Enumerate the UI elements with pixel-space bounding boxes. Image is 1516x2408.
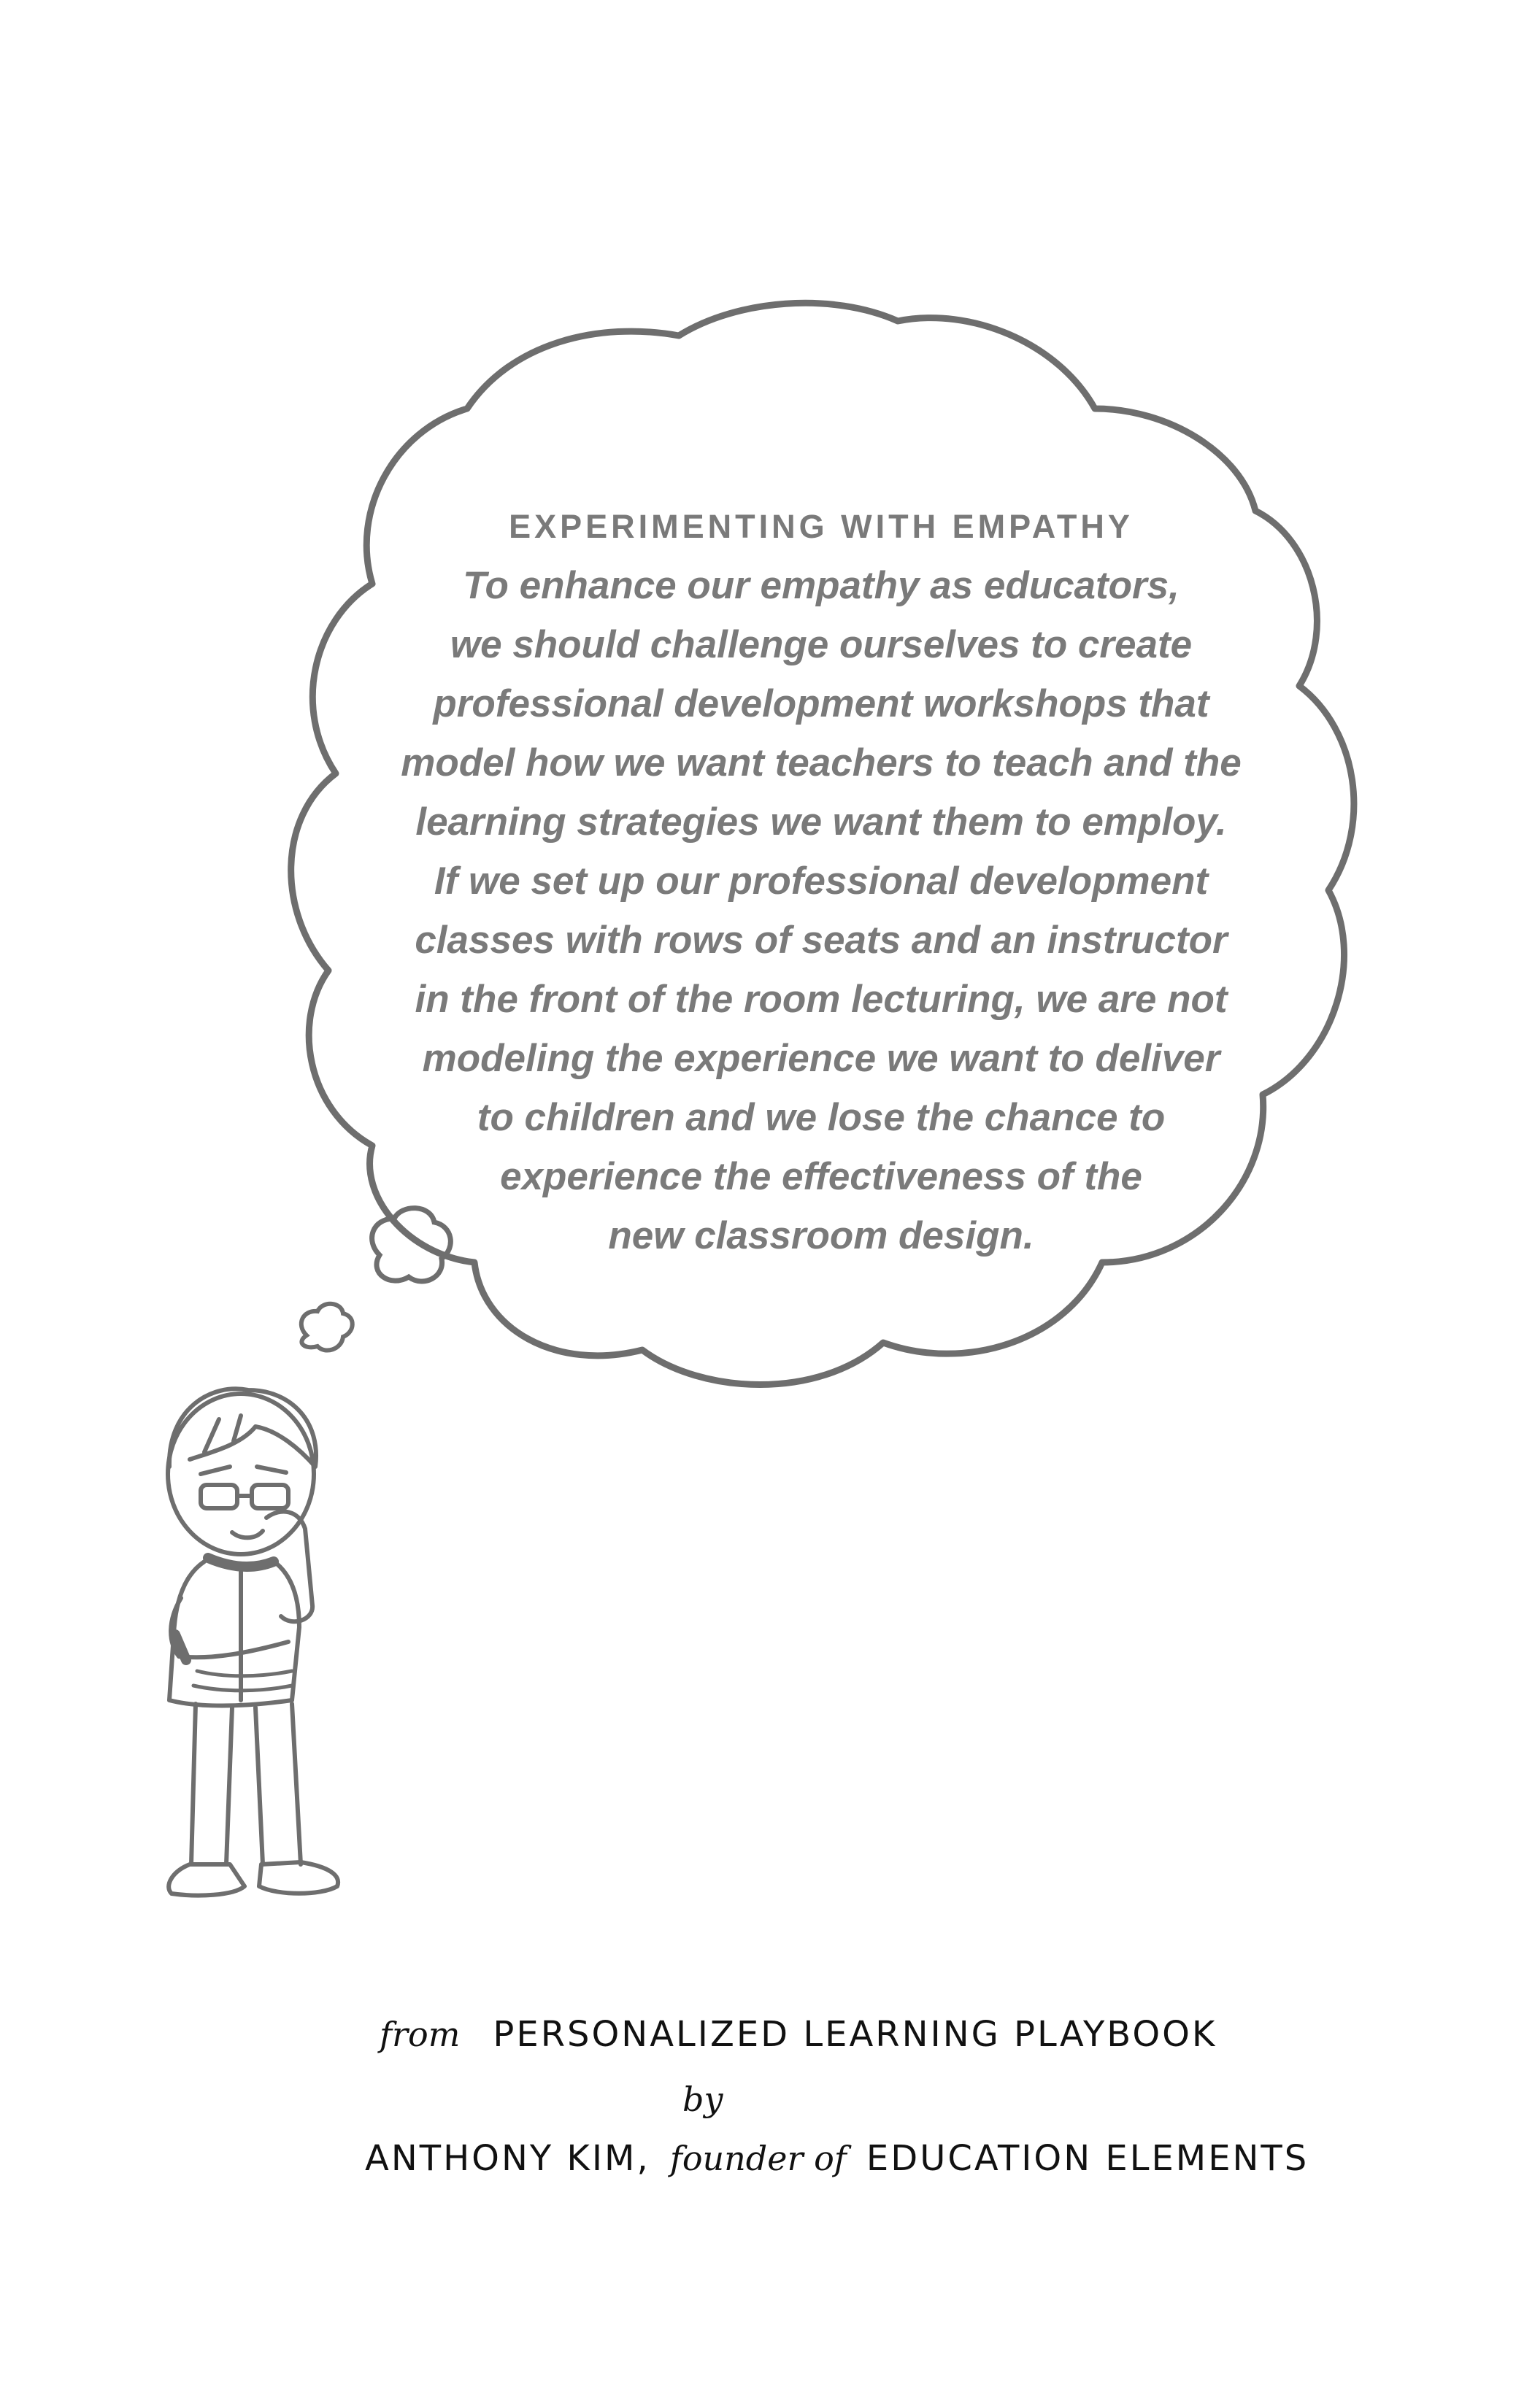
legs bbox=[191, 1704, 301, 1864]
credit-line-title bbox=[380, 2014, 1217, 2055]
organization-name: EDUCATION ELEMENTS bbox=[866, 2138, 1309, 2179]
body-line: To enhance our empathy as educators, bbox=[463, 564, 1180, 607]
jacket bbox=[169, 1562, 299, 1706]
thought-puff-small bbox=[301, 1304, 353, 1351]
body-line: we should challenge ourselves to create bbox=[450, 623, 1193, 666]
author-name: ANTHONY KIM, bbox=[365, 2138, 650, 2179]
body-line: learning strategies we want them to employ. bbox=[415, 800, 1227, 844]
by-word: by bbox=[682, 2080, 723, 2119]
body-line: If we set up our professional development bbox=[434, 860, 1209, 903]
body-line: modeling the experience we want to deliver bbox=[422, 1037, 1220, 1080]
bubble-body bbox=[350, 556, 1292, 1265]
glasses-icon bbox=[201, 1485, 288, 1508]
right-shoe bbox=[259, 1862, 338, 1894]
from-word: from bbox=[380, 2015, 461, 2054]
body-line: to children and we lose the chance to bbox=[477, 1096, 1166, 1139]
thought-bubble-text bbox=[350, 503, 1292, 1265]
credit-line-author bbox=[365, 2138, 1309, 2179]
founder-of: founder of bbox=[669, 2139, 847, 2178]
body-line: experience the effectiveness of the bbox=[500, 1155, 1142, 1198]
left-shoe bbox=[169, 1864, 245, 1896]
thinking-person bbox=[168, 1389, 338, 1895]
body-line: new classroom design. bbox=[608, 1214, 1034, 1257]
hair bbox=[169, 1389, 316, 1467]
body-line: classes with rows of seats and an instructor bbox=[415, 919, 1228, 962]
body-line: model how we want teachers to teach and the bbox=[401, 741, 1242, 784]
bubble-heading: EXPERIMENTING WITH EMPATHY bbox=[509, 508, 1134, 545]
book-title: PERSONALIZED LEARNING PLAYBOOK bbox=[493, 2014, 1217, 2055]
body-line: in the front of the room lecturing, we are not bbox=[415, 978, 1228, 1021]
body-line: professional development workshops that bbox=[433, 682, 1209, 725]
